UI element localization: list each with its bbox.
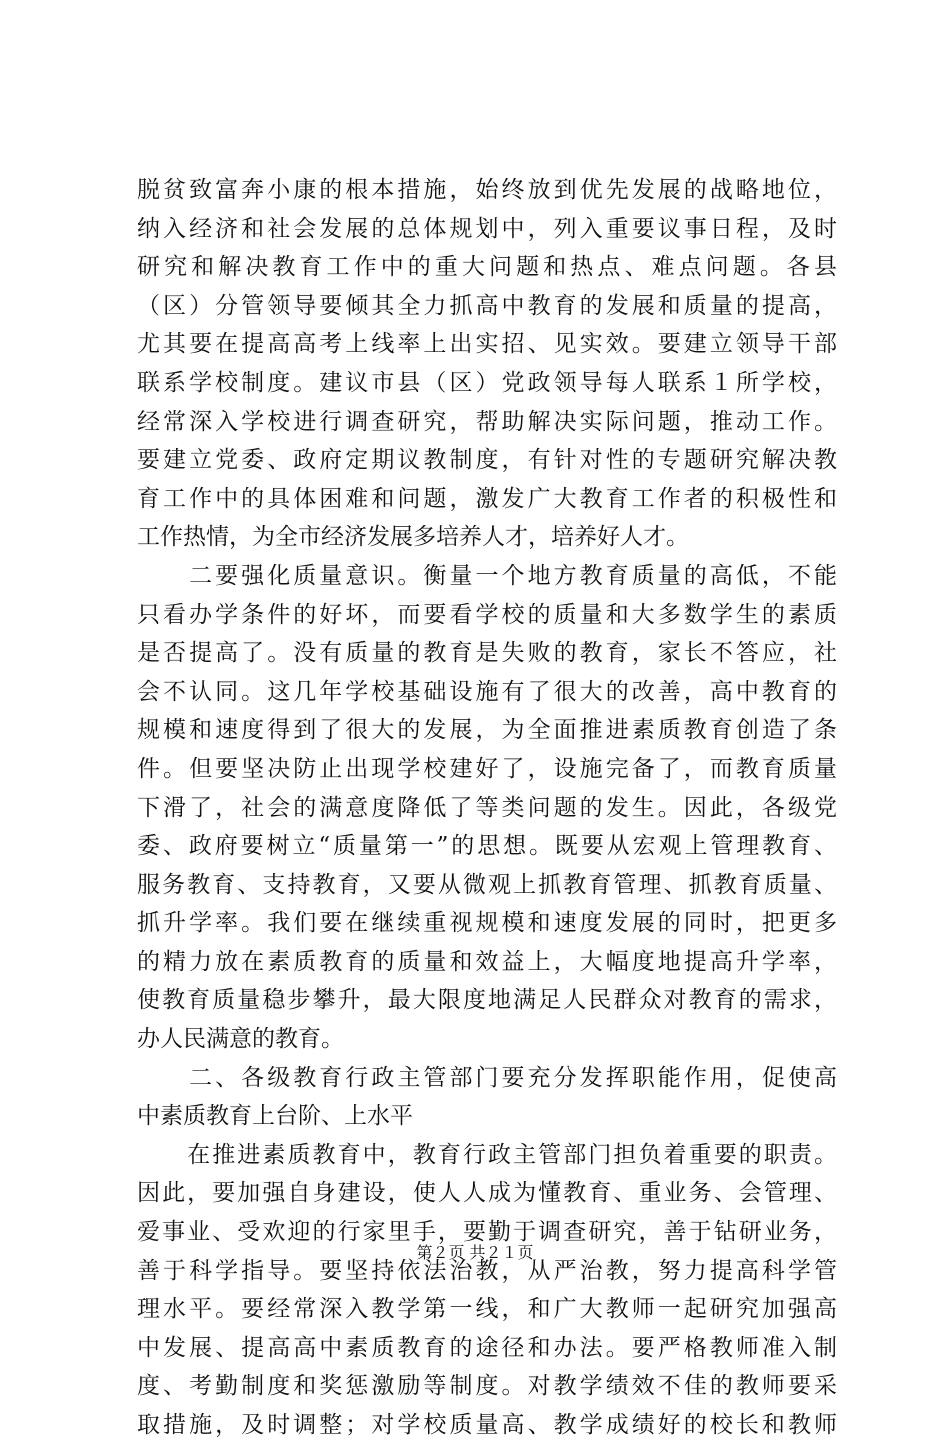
text-line: 中发展、提高高中素质教育的途径和办法。要严格教师准入制 (137, 1334, 837, 1361)
text-line: 联系学校制度。建议市县（区）党政领导每人联系１所学校， (137, 369, 837, 396)
text-line: 纳入经济和社会发展的总体规划中，列入重要议事日程，及时 (137, 215, 837, 242)
text-line: 会不认同。这几年学校基础设施有了很大的改善，高中教育的 (137, 678, 837, 705)
text-line: 下滑了，社会的满意度降低了等类问题的发生。因此，各级党 (137, 794, 837, 821)
text-line: （区）分管领导要倾其全力抓高中教育的发展和质量的提高， (137, 292, 837, 319)
text-line: 规模和速度得到了很大的发展，为全面推进素质教育创造了条 (137, 717, 837, 744)
text-line: 爱事业、受欢迎的行家里手，要勤于调查研究，善于钻研业务， (137, 1219, 837, 1246)
text-line: 的精力放在素质教育的质量和效益上，大幅度地提高升学率， (137, 948, 837, 975)
text-line: 服务教育、支持教育，又要从微观上抓教育管理、抓教育质量、 (137, 871, 837, 898)
text-line: 中素质教育上台阶、上水平 (137, 1103, 413, 1130)
text-line: 育工作中的具体困难和问题，激发广大教育工作者的积极性和 (137, 485, 837, 512)
text-line: 使教育质量稳步攀升，最大限度地满足人民群众对教育的需求， (137, 987, 837, 1014)
text-line: 办人民满意的教育。 (137, 1026, 344, 1053)
text-line: 件。但要坚决防止出现学校建好了，设施完备了，而教育质量 (137, 755, 837, 782)
text-line: 研究和解决教育工作中的重大问题和热点、难点问题。各县 (137, 254, 837, 281)
text-line: 经常深入学校进行调查研究，帮助解决实际问题，推动工作。 (137, 408, 837, 435)
text-line: 脱贫致富奔小康的根本措施，始终放到优先发展的战略地位， (137, 177, 837, 203)
text-line: 二、各级教育行政主管部门要充分发挥职能作用，促使高 (137, 1064, 837, 1091)
text-line: 二要强化质量意识。衡量一个地方教育质量的高低，不能 (137, 562, 837, 589)
page-number-footer: 第２页 共２１页 (416, 1243, 534, 1262)
text-line: 工作热情，为全市经济发展多培养人才，培养好人才。 (137, 524, 689, 551)
text-line: 因此，要加强自身建设，使人人成为懂教育、重业务、会管理、 (137, 1180, 837, 1207)
text-line: 只看办学条件的好坏，而要看学校的质量和大多数学生的素质 (137, 601, 837, 628)
text-line: 理水平。要经常深入教学第一线，和广大教师一起研究加强高 (137, 1296, 837, 1323)
text-line: 委、政府要树立“质量第一”的思想。既要从宏观上管理教育、 (137, 833, 837, 860)
text-line: 度、考勤制度和奖惩激励等制度。对教学绩效不佳的教师要采 (137, 1373, 837, 1400)
text-line: 在推进素质教育中，教育行政主管部门担负着重要的职责。 (137, 1141, 837, 1168)
text-line: 尤其要在提高高考上线率上出实招、见实效。要建立领导干部 (137, 331, 837, 358)
text-line: 要建立党委、政府定期议教制度，有针对性的专题研究解决教 (137, 447, 837, 474)
text-line: 善于科学指导。要坚持依法治教，从严治教，努力提高科学管 (137, 1257, 837, 1284)
text-line: 取措施，及时调整；对学校质量高、教学成绩好的校长和教师 (137, 1412, 837, 1438)
text-line: 抓升学率。我们要在继续重视规模和速度发展的同时，把更多 (137, 910, 837, 937)
text-line: 是否提高了。没有质量的教育是失败的教育，家长不答应，社 (137, 640, 837, 667)
